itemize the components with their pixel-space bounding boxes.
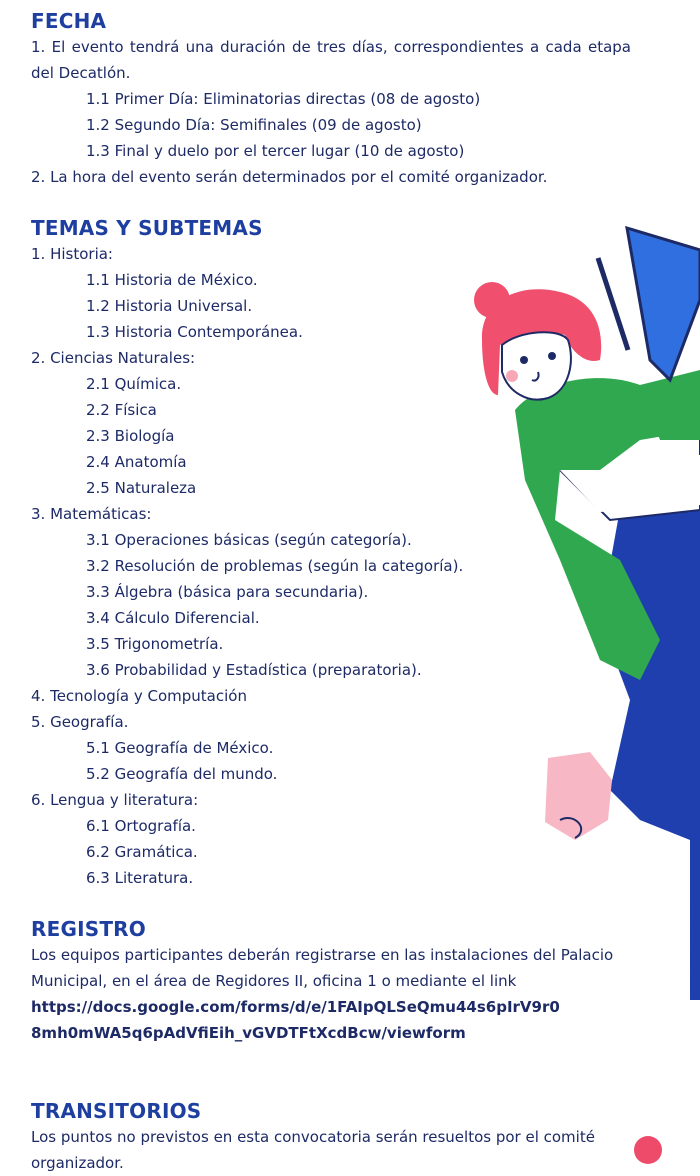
topic-label: 1. Historia: (31, 245, 113, 263)
subtopic: 2.2 Física (86, 401, 157, 419)
section-heading-transitorios: TRANSITORIOS (31, 1099, 202, 1123)
subtopic: 6.2 Gramática. (86, 843, 198, 861)
subtopic: 2.4 Anatomía (86, 453, 187, 471)
topic-label: 6. Lengua y literatura: (31, 791, 199, 809)
subtopic: 3.5 Trigonometría. (86, 635, 224, 653)
topic-label: 5. Geografía. (31, 713, 129, 731)
fecha-subitem: 1.1 Primer Día: Eliminatorias directas (08 de agosto) (86, 90, 481, 108)
fecha-item-2: 2. La hora del evento serán determinados por el comité organizador. (31, 168, 548, 186)
subtopic: 3.4 Cálculo Diferencial. (86, 609, 260, 627)
subtopic: 1.3 Historia Contemporánea. (86, 323, 303, 341)
section-temas (31, 215, 551, 891)
topic-label: 2. Ciencias Naturales: (31, 349, 196, 367)
subtopic: 6.3 Literatura. (86, 869, 194, 887)
subtopic: 5.1 Geografía de México. (86, 739, 274, 757)
subtopic: 1.1 Historia de México. (86, 271, 258, 289)
subtopic: 3.3 Álgebra (básica para secundaria). (86, 583, 369, 601)
subtopic: 3.1 Operaciones básicas (según categoría). (86, 531, 412, 549)
section-transitorios (31, 1098, 631, 1176)
pink-dot-icon (634, 1136, 662, 1164)
topic-label: 4. Tecnología y Computación (31, 687, 247, 705)
section-heading-registro: REGISTRO (31, 917, 146, 941)
subtopic: 3.6 Probabilidad y Estadística (preparatoria). (86, 661, 422, 679)
subtopic: 1.2 Historia Universal. (86, 297, 253, 315)
fecha-subitem: 1.3 Final y duelo por el tercer lugar (10 de agosto) (86, 142, 465, 160)
registro-link-line-1[interactable]: https://docs.google.com/forms/d/e/1FAIpQLSeQmu44s6pIrV9r0 (31, 998, 560, 1016)
registro-link-line-2[interactable]: 8mh0mWA5q6pAdVfiEih_vGVDTFtXcdBcw/viewform (31, 1024, 466, 1042)
registro-text: Los equipos participantes deberán registrarse en las instalaciones del Palacio Municipal, en el área de Regidores II, oficina 1 o mediante el link (31, 946, 614, 990)
subtopic: 2.1 Química. (86, 375, 182, 393)
section-heading-temas: TEMAS Y SUBTEMAS (31, 216, 263, 240)
fecha-subitem: 1.2 Segundo Día: Semifinales (09 de agosto) (86, 116, 422, 134)
fecha-item-1: 1. El evento tendrá una duración de tres días, correspondientes a cada etapa del Decatlón. (31, 38, 631, 82)
subtopic: 2.5 Naturaleza (86, 479, 197, 497)
subtopic: 2.3 Biología (86, 427, 175, 445)
subtopic: 3.2 Resolución de problemas (según la categoría). (86, 557, 464, 575)
subtopic: 5.2 Geografía del mundo. (86, 765, 278, 783)
transitorios-text: Los puntos no previstos en esta convocatoria serán resueltos por el comité organizador. (31, 1128, 595, 1172)
subtopic: 6.1 Ortografía. (86, 817, 196, 835)
topic-label: 3. Matemáticas: (31, 505, 152, 523)
section-registro (31, 916, 631, 1046)
section-heading-fecha: FECHA (31, 9, 107, 33)
section-fecha (31, 8, 631, 190)
